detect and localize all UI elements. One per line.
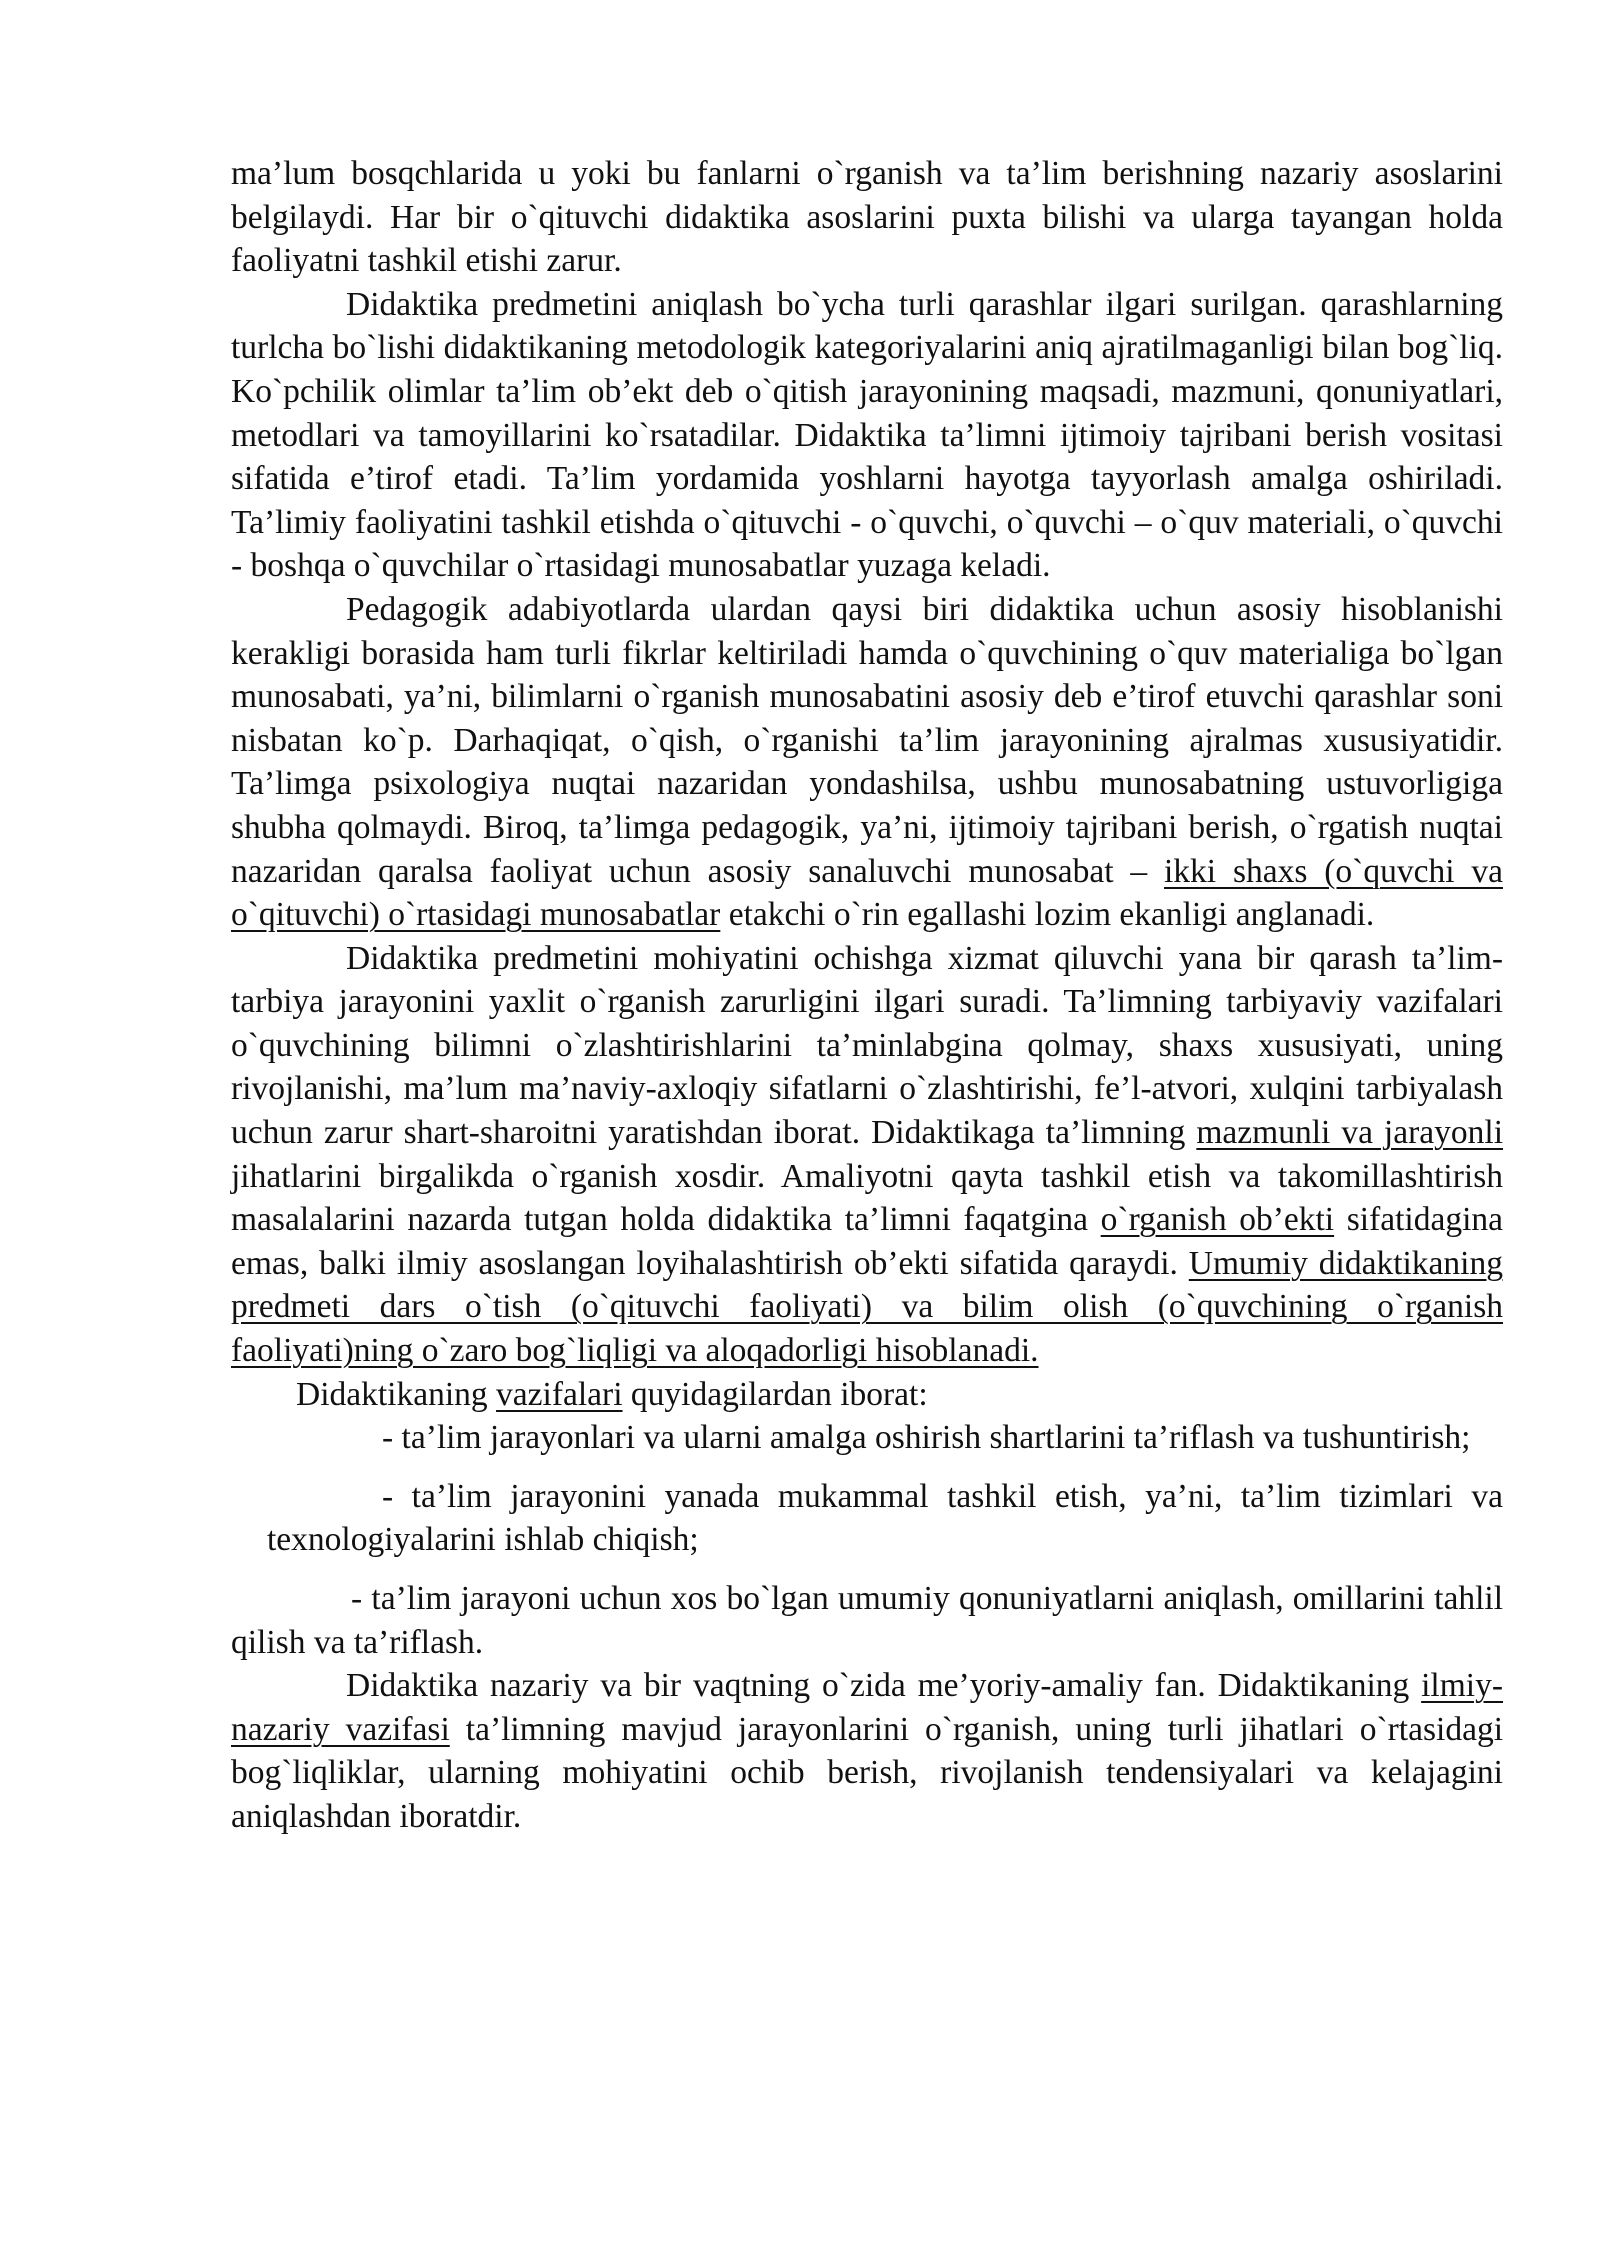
list-item-2: - ta’lim jarayonini yanada mukammal tashkil etish, ya’ni, ta’lim tizimlari va texnologiyalarini ishlab chiqish;: [267, 1477, 1503, 1559]
paragraph-5: [296, 1373, 1503, 1417]
paragraph-6-text-2: ta’limning mavjud jarayonlarini o`rganish, uning turli jihatlari o`rtasidagi bog`liqliklar, ularning mohiyatini ochib berish, rivojlanish tendensiyalari va kelajagini aniqlashdan iboratdir.: [231, 1710, 1504, 1835]
paragraph-5-underlined-1: vazifalari: [496, 1375, 623, 1413]
paragraph-1: ma’lum bosqchlarida u yoki bu fanlarni o`rganish va ta’lim berishning nazariy asoslarini belgilaydi. Har bir o`qituvchi didaktika asoslarini puxta bilishi va ularga tayangan holda faoliyatni tashkil etishi zarur.: [231, 155, 1503, 280]
paragraph-3-underlined-1: ikki shaxs (o`quvchi va o`qituvchi) o`rtasidagi munosabatlar: [231, 852, 1503, 934]
paragraph-3-text-2: etakchi o`rin egallashi lozim ekanligi anglanadi.: [720, 896, 1375, 934]
paragraph-6: [231, 1664, 1503, 1838]
list-item-1: - ta’lim jarayonlari va ularni amalga oshirish shartlarini ta’riflash va tushuntirish;: [382, 1419, 1471, 1457]
paragraph-4-text-2: jihatlarini birgalikda o`rganish xosdir. Amaliyotni qayta tashkil etish va takomillashtirish masalalarini nazarda tutgan holda didaktika ta’limni faqatgina: [231, 1157, 1503, 1239]
paragraph-6-text-1: Didaktika nazariy va bir vaqtning o`zida me’yoriy-amaliy fan. Didaktikaning: [346, 1667, 1422, 1705]
paragraph-5-text-2: quyidagilardan iborat:: [622, 1375, 928, 1413]
paragraph-4-text-1: Didaktika predmetini mohiyatini ochishga xizmat qiluvchi yana bir qarash ta’lim-tarbiya jarayonini yaxlit o`rganish zarurligini ilgari suradi. Ta’limning tarbiyaviy vazifalari o`quvchining bilimni o`zlashtirishlarini ta’minlabgina qolmay, shaxs xususiyati, uning rivojlanishi, ma’lum ma’naviy-axloqiy sifatlarni o`zlashtirishi, fe’l-atvori, xulqini tarbiyalash uchun zarur shart-sharoitni yaratishdan iborat. Didaktikaga ta’limning: [231, 939, 1503, 1152]
paragraph-4: [231, 937, 1503, 1373]
paragraph-5-text-1: Didaktikaning: [296, 1375, 497, 1413]
paragraph-6-underlined-1: ilmiy-nazariy vazifasi: [231, 1667, 1503, 1748]
paragraph-4-underlined-3: Umumiy didaktikaning predmeti dars o`tish (o`qituvchi faoliyati) va bilim olish (o`quvchining o`rganish faoliyati)ning o`zaro bog`liqligi va aloqadorligi hisoblanadi.: [231, 1244, 1503, 1370]
paragraph-3: [231, 588, 1503, 937]
paragraph-4-text-3: sifatidagina emas, balki ilmiy asoslangan loyihalashtirish ob’ekti sifatida qaraydi.: [231, 1201, 1504, 1282]
paragraph-3-text-1: Pedagogik adabiyotlarda ulardan qaysi biri didaktika uchun asosiy hisoblanishi kerakligi borasida ham turli fikrlar keltiriladi hamda o`quvchining o`quv materialiga bo`lgan munosabati, ya’ni, bilimlarni o`rganish munosabatini asosiy deb e’tirof etuvchi qarashlar soni nisbatan ko`p. Darhaqiqat, o`qish, o`rganishi ta’lim jarayonining ajralmas xususiyatidir. Ta’limga psixologiya nuqtai nazaridan yondashilsa, ushbu munosabatning ustuvorligiga shubha qolmaydi. Biroq, ta’limga pedagogik, ya’ni, ijtimoiy tajribani berish, o`rgatish nuqtai nazaridan qaralsa faoliyat uchun asosiy sanaluvchi munosabat –: [231, 590, 1503, 890]
list-item-3: - ta’lim jarayoni uchun xos bo`lgan umumiy qonuniyatlarni aniqlash, omillarini tahlil qilish va ta’riflash.: [231, 1580, 1503, 1661]
document-page: [231, 152, 1503, 1839]
paragraph-2: Didaktika predmetini aniqlash bo`ycha turli qarashlar ilgari surilgan. qarashlarning turlcha bo`lishi didaktikaning metodologik kategoriyalarini aniq ajratilmaganligi bilan bog`liq. Ko`pchilik olimlar ta’lim ob’ekt deb o`qitish jarayonining maqsadi, mazmuni, qonuniyatlari, metodlari va tamoyillarini ko`rsatadilar. Didaktika ta’limni ijtimoiy tajribani berish vositasi sifatida e’tirof etadi. Ta’lim yordamida yoshlarni hayotga tayyorlash amalga oshiriladi. Ta’limiy faoliyatini tashkil etishda o`qituvchi - o`quvchi, o`quvchi – o`quv materiali, o`quvchi - boshqa o`quvchilar o`rtasidagi munosabatlar yuzaga keladi.: [231, 285, 1503, 585]
paragraph-4-underlined-2: o`rganish ob’ekti: [1100, 1201, 1335, 1239]
paragraph-4-underlined-1: mazmunli va jarayonli: [1196, 1114, 1504, 1152]
